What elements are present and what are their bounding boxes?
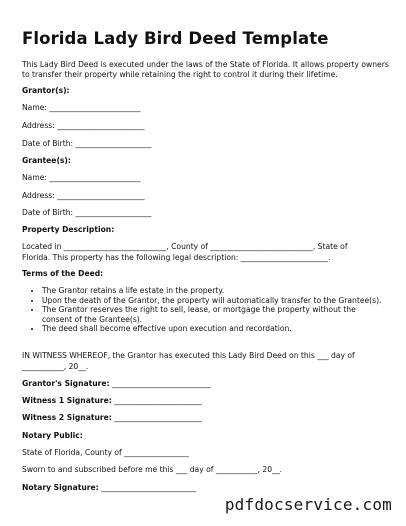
terms-item: • The Grantor retains a life estate in the property. xyxy=(42,286,387,296)
intro-paragraph: This Lady Bird Deed is executed under the laws of the State of Florida. It allows property owners to transfer their property while retaining the right to control it during their lifetime. xyxy=(22,60,389,79)
grantor-address-field: Address: _______________________ xyxy=(22,121,145,130)
grantees-heading: Grantee(s): xyxy=(22,156,71,165)
watermark-logo: pdfdocservice.com xyxy=(224,495,392,514)
notary-signature-line: _________________________ xyxy=(101,483,197,492)
witness2-signature-label: Witness 2 Signature: xyxy=(22,413,112,422)
property-heading: Property Description: xyxy=(22,225,115,234)
terms-item: • Upon the death of the Grantor, the property will automatically transfer to the Grantee(s). xyxy=(42,296,387,306)
witness1-signature-label: Witness 1 Signature: xyxy=(22,396,112,405)
grantee-dob-field: Date of Birth: ____________________ xyxy=(22,208,152,217)
terms-item: • The Grantor reserves the right to sell, lease, or mortgage the property without the consent of the Grantee(s). xyxy=(42,305,387,324)
grantee-name-field: Name: ________________________ xyxy=(22,173,141,182)
terms-list xyxy=(22,286,387,334)
notary-signature-label: Notary Signature: xyxy=(22,483,99,492)
witness-clause: IN WITNESS WHEREOF, the Grantor has executed this Lady Bird Deed on this ___ day of ___________, 20__. xyxy=(22,351,355,371)
grantor-signature-row xyxy=(22,379,211,389)
witness2-signature-line: _______________________ xyxy=(114,413,202,422)
grantor-name-field: Name: ________________________ xyxy=(22,103,141,112)
witness1-signature-line: _______________________ xyxy=(114,396,202,405)
property-description: Located in ___________________________, County of ___________________________, State of Florida. This property has the following legal description: _______________________. xyxy=(22,242,348,262)
notary-state-line: State of Florida, County of _________________ xyxy=(22,448,189,457)
terms-heading: Terms of the Deed: xyxy=(22,269,104,278)
witness2-signature-row xyxy=(22,413,202,423)
witness1-signature-row xyxy=(22,396,202,406)
notary-sworn-line: Sworn to and subscribed before me this ___ day of ___________, 20__. xyxy=(22,465,283,474)
grantee-address-field: Address: _______________________ xyxy=(22,191,145,200)
grantor-dob-field: Date of Birth: ____________________ xyxy=(22,139,152,148)
grantor-signature-label: Grantor's Signature: xyxy=(22,379,110,388)
notary-heading: Notary Public: xyxy=(22,431,83,440)
grantors-heading: Grantor(s): xyxy=(22,86,70,95)
document-title: Florida Lady Bird Deed Template xyxy=(22,29,329,48)
notary-signature-row xyxy=(22,483,196,493)
grantor-signature-line: __________________________ xyxy=(112,379,211,388)
terms-item: • The deed shall become effective upon execution and recordation. xyxy=(42,324,387,334)
